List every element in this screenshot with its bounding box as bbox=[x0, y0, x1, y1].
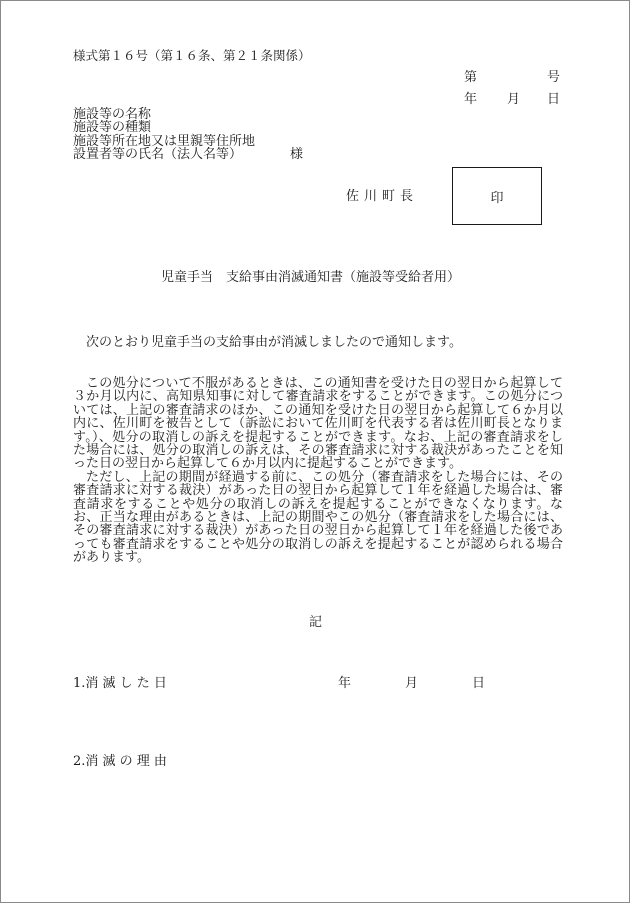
document-title: 児童手当 支給事由消滅通知書（施設等受給者用） bbox=[161, 270, 461, 285]
document-number-label: 第 bbox=[464, 70, 478, 85]
facility-address-label: 施設等所在地又は里親等住所地 bbox=[73, 133, 256, 149]
seal-label: 印 bbox=[490, 190, 504, 206]
item-1-year: 年 bbox=[338, 676, 352, 691]
document-number-suffix: 号 bbox=[547, 70, 561, 85]
facility-name-label: 施設等の名称 bbox=[73, 107, 152, 122]
form-number: 様式第１６号（第１６条、第２１条関係） bbox=[73, 48, 311, 63]
honorific: 様 bbox=[290, 147, 304, 163]
notice-body bbox=[73, 377, 563, 565]
item-2-label: 2.消 滅 の 理 由 bbox=[73, 754, 167, 769]
issue-date-year: 年 bbox=[464, 92, 478, 107]
operator-name-line bbox=[73, 148, 303, 161]
issuer-title: 佐川町長 bbox=[346, 189, 419, 204]
addressee-block bbox=[73, 108, 303, 162]
facility-type-label: 施設等の種類 bbox=[73, 120, 152, 136]
ki-heading: 記 bbox=[309, 615, 323, 630]
issue-date-day: 日 bbox=[547, 92, 561, 107]
seal-box bbox=[452, 167, 542, 225]
operator-name-label: 設置者等の氏名（法人名等） bbox=[73, 147, 243, 163]
item-1-day: 日 bbox=[472, 676, 486, 691]
item-1-label: 1.消 滅 し た 日 bbox=[73, 676, 167, 691]
issue-date-month: 月 bbox=[507, 92, 521, 107]
notice-paragraph-1: この処分について不服があるときは、この通知書を受けた日の翌日から起算して３か月以内に、高知県知事に対して審査請求をすることができます。この処分については、上記の審査請求のほか、この通知を受けた日の翌日から起算して６か月以内に、佐川町を被告として（訴訟において佐川町を代表する者は佐川町長となります。）、処分の取消しの訴えを提起することができます。なお、上記の審査請求をした場合には、処分の取消しの訴えは、その審査請求に対する裁決があったことを知った日の翌日から起算して６か月以内に提起することができます。 bbox=[73, 376, 563, 472]
notice-paragraph-2: ただし、上記の期間が経過する前に、この処分（審査請求をした場合には、その審査請求に対する裁決）があった日の翌日から起算して１年を経過した場合は、審査請求をすることや処分の取消しの訴えを提起することができなくなります。なお、正当な理由があるときは、上記の期間やこの処分（審査請求をした場合には、その審査請求に対する裁決）があった日の翌日から起算して１年を経過した後であっても審査請求をすることや処分の取消しの訴えを提起することが認められる場合があります。 bbox=[73, 469, 563, 566]
item-1-month: 月 bbox=[405, 676, 419, 691]
lead-sentence: 次のとおり児童手当の支給事由が消滅しましたので通知します。 bbox=[86, 335, 462, 350]
